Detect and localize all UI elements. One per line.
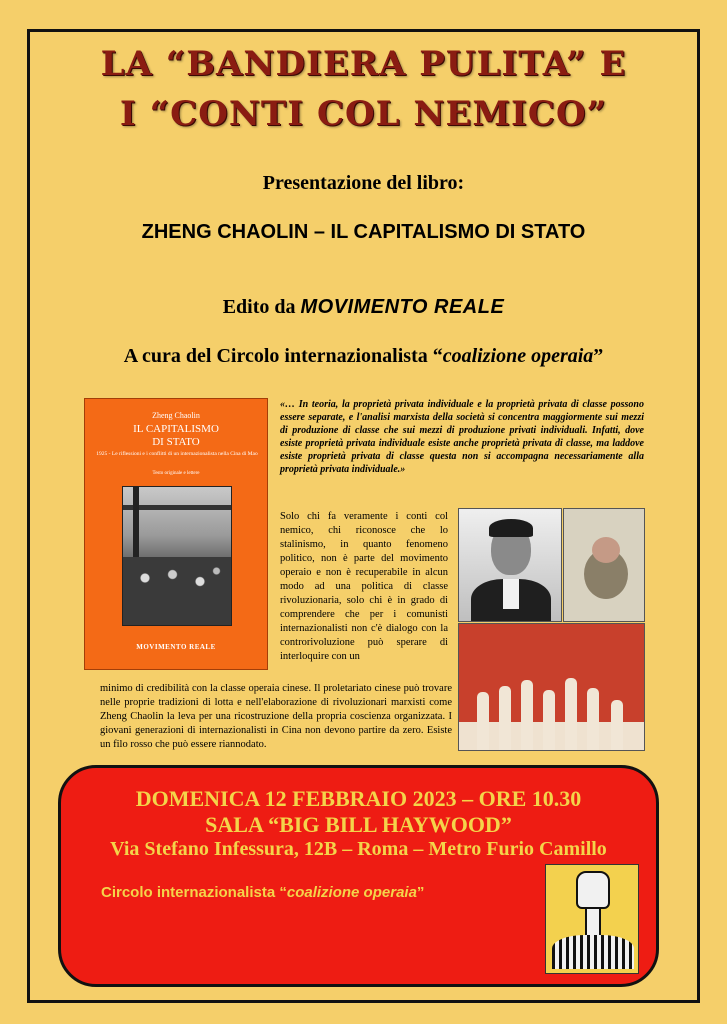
body-text-continuation: minimo di credibilità con la classe operaia cinese. Il proletariato cinese può trovare nelle proprie tradizioni di lotta e nell'elaborazione di rivoluzionari marxisti come Zheng Chaolin la leva per una ricostruzione della propria coscienza organizzata. I giovani generazioni di internazionalisti in Cina non devono partire da zero. Esiste un filo rosso che può essere riannodato. — [100, 683, 452, 750]
raised-fist-logo — [545, 864, 639, 974]
publisher-line — [0, 296, 727, 319]
cover-note: Testo originale e lettere — [152, 471, 200, 476]
event-banner — [58, 765, 659, 987]
cover-publisher: MOVIMENTO REALE — [136, 643, 216, 651]
book-quote: «… In teoria, la proprietà privata individuale e la proprietà privata di classe possono essere separate, e l'analisi marxista della società si concentra maggiormente sui mezzi di produzione di classe che sui mezzi di produzione privati individuali. Infatti, dove esiste proprietà privata individuale esiste anche proprietà privata di classe, ma laddove esiste proprietà privata di classe questa non si accompagna necessariamente alla proprietà privata individuale.» — [280, 399, 644, 475]
title-line-2: I “CONTI COL NEMICO” — [119, 94, 608, 134]
publisher-name: MOVIMENTO REALE — [300, 296, 505, 318]
curated-name: coalizione operaia — [442, 345, 594, 367]
cover-title-line-1: IL CAPITALISMO — [133, 423, 219, 435]
organizer-suffix: ” — [416, 884, 425, 901]
event-date-time: DOMENICA 12 FEBBRAIO 2023 – ORE 10.30 — [135, 786, 582, 811]
marx-sketch-image — [563, 508, 645, 622]
publisher-prefix: Edito da — [222, 296, 296, 318]
fist-icon — [576, 871, 610, 909]
cover-author: Zheng Chaolin — [152, 411, 200, 420]
event-organizer — [101, 884, 424, 901]
propaganda-poster-image — [458, 623, 645, 751]
book-cover — [84, 398, 268, 670]
body-text-column: Solo chi fa veramente i conti col nemico, chi riconosce che lo stalinismo, in quanto fenomeno politico, non è parte del movimento operaio e non è recuperabile in alcun modo ad una politica di classe rivoluzionaria, solo chi è in grado di comprendere che per i comunisti internazionalisti non c'è dialogo con la controrivoluzione può sperare di interloquire con un — [280, 511, 448, 662]
presentation-label: Presentazione del libro: — [262, 172, 465, 194]
curated-by-line — [0, 345, 727, 368]
curated-prefix: A cura del Circolo internazionalista “ — [123, 345, 443, 367]
cover-title-line-2: DI STATO — [152, 436, 200, 448]
cover-subtitle: 1925 - Le riflessioni e i conflitti di un internazionalista nella Cina di Mao — [96, 451, 258, 457]
organizer-name: coalizione operaia — [286, 884, 417, 901]
cover-photo — [122, 486, 232, 626]
book-title: ZHENG CHAOLIN – IL CAPITALISMO DI STATO — [141, 221, 586, 243]
curated-suffix: ” — [593, 345, 604, 367]
cover-title — [85, 423, 267, 449]
title-line-1: LA “BANDIERA PULITA” E — [100, 44, 627, 84]
event-address: Via Stefano Infessura, 12B – Roma – Metro Furio Camillo — [110, 838, 607, 860]
event-venue: SALA “BIG BILL HAYWOOD” — [205, 812, 512, 837]
zheng-chaolin-portrait — [458, 508, 562, 622]
organizer-prefix: Circolo internazionalista “ — [101, 884, 287, 901]
